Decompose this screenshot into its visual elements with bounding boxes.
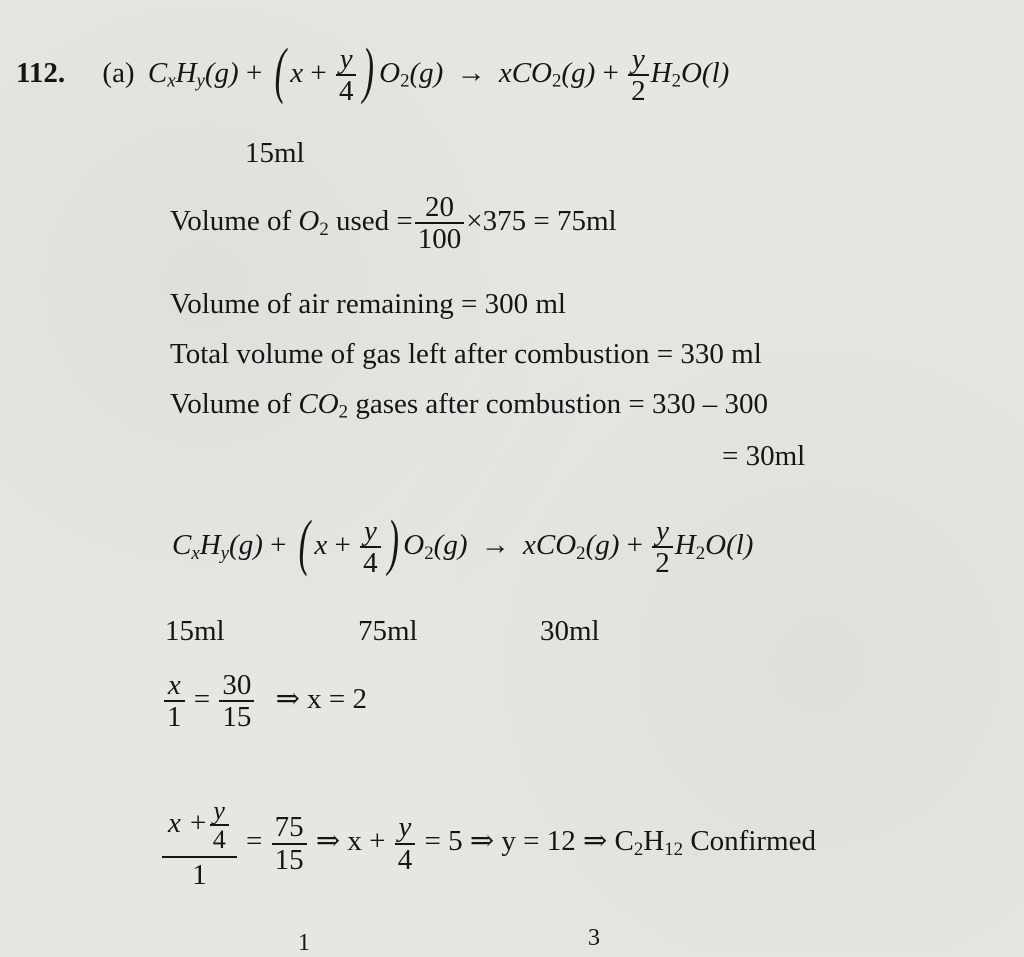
volume-label-hc: 15ml [165,615,225,647]
problem-part: (a) [102,57,135,90]
co2-volume-result: = 30ml [722,440,806,472]
equation-line-2: $C_xH_y(g)$ + ( x + $\frac{y}{4}$ ) $O_2(g) \to xCO_2(g)$ + $\frac{y}{2}$ $H_2O(l)$ [172,509,754,580]
volume-label-o2: 75ml [358,615,418,647]
volume-hydrocarbon: 15ml [245,137,305,169]
footer-number-left: 1 [298,930,310,956]
ratio-x: $\frac{x}{1}$ = $\frac{30}{15}$ ⇒ x = 2 [162,670,367,733]
problem-number: 112. [16,57,66,90]
equation-line-1 [16,37,730,108]
volume-label-co2: 30ml [540,615,600,647]
total-gas-left-line: Total volume of gas left after combustion = 330 ml [170,338,762,370]
o2-used-line: Volume of $O_2$ used = $\frac{20}{100}$ ×375 = 75ml [170,191,617,256]
co2-volume-line: Volume of $CO_2$ gases after combustion = 330 – 300 [170,388,768,423]
ratio-y: x + $\frac{y}{4}$ 1 = $\frac{75}{15}$ ⇒ x + $\frac{y}{4}$ = 5 ⇒ y = 12 ⇒ $C_2H_{12}$ Confirmed [160,795,816,892]
air-remaining-line: Volume of air remaining = 300 ml [170,288,566,320]
footer-number-right: 3 [588,925,600,951]
reaction-equation: $C_xH_y(g)$ + ( x + $\frac{y}{4}$ ) $O_2(g) \to xCO_2(g)$ + $\frac{y}{2}$ $H_2O(l)$ [147,37,730,108]
